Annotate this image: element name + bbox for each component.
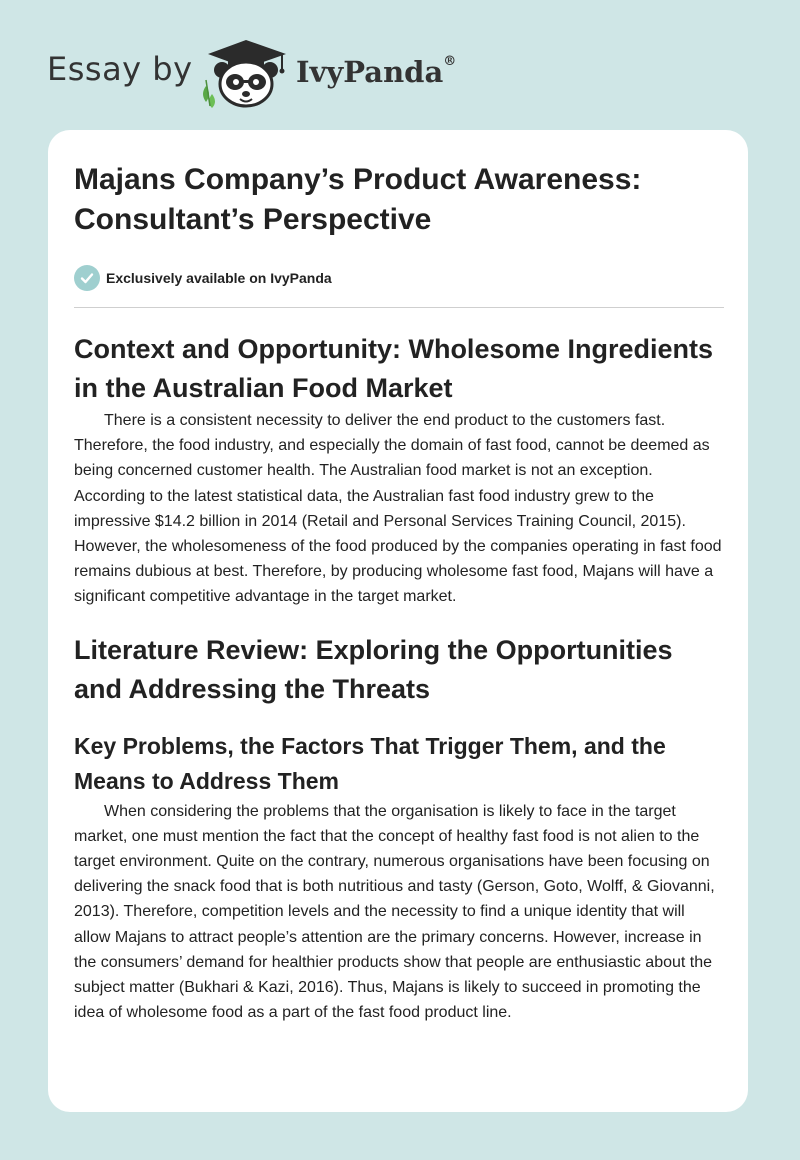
brand-name-text: IvyPanda (296, 55, 444, 89)
article-card (48, 130, 748, 1112)
brand-name[interactable] (296, 55, 456, 89)
registered-mark: ® (443, 54, 457, 70)
exclusive-badge-text: Exclusively available on IvyPanda (106, 270, 332, 286)
essay-by-label: Essay by (47, 50, 193, 88)
exclusive-badge (74, 264, 724, 292)
section-paragraph-context: There is a consistent necessity to deliver the end product to the customers fast. Therefore, the food industry, and especially the domain of fast food, cannot be deemed as being concerned customer health. The Australian food market is not an exception. According to the latest statistical data, the Australian fast food industry grew to the impressive $14.2 billion in 2014 (Retail and Personal Services Training Council, 2015). However, the wholesomeness of the food produced by the companies operating in fast food remains dubious at best. Therefore, by producing wholesome fast food, Majans will have a significant competitive advantage in the target market. (74, 412, 722, 606)
subsection-paragraph-key-problems: When considering the problems that the organisation is likely to face in the target market, one must mention the fact that the concept of healthy fast food is not alien to the target environment. Quite on the contrary, numerous organisations have been focusing on delivering the snack food that is both nutritious and tasty (Gerson, Goto, Wolff, & Giovanni, 2013). Therefore, competition levels and the necessity to find a unique identity that will allow Majans to attract people’s attention are the primary concerns. However, increase in the consumers’ demand for healthier products show that people are enthusiastic about the subject matter (Bukhari & Kazi, 2016). Thus, Majans is likely to succeed in promoting the idea of wholesome food as a part of the fast food product line. (74, 802, 715, 1022)
article-title: Majans Company’s Product Awareness: Consultant’s Perspective (74, 163, 642, 236)
section-heading-literature-review: Literature Review: Exploring the Opportunities and Addressing the Threats (74, 634, 673, 704)
checkmark-icon (74, 265, 100, 291)
divider (74, 307, 724, 308)
section-heading-context: Context and Opportunity: Wholesome Ingredients in the Australian Food Market (74, 334, 714, 403)
ivypanda-panda-logo-icon (198, 36, 294, 108)
site-header (0, 0, 800, 130)
subsection-heading-key-problems: Key Problems, the Factors That Trigger Them, and the Means to Address Them (74, 732, 666, 794)
article-content (74, 160, 724, 1025)
